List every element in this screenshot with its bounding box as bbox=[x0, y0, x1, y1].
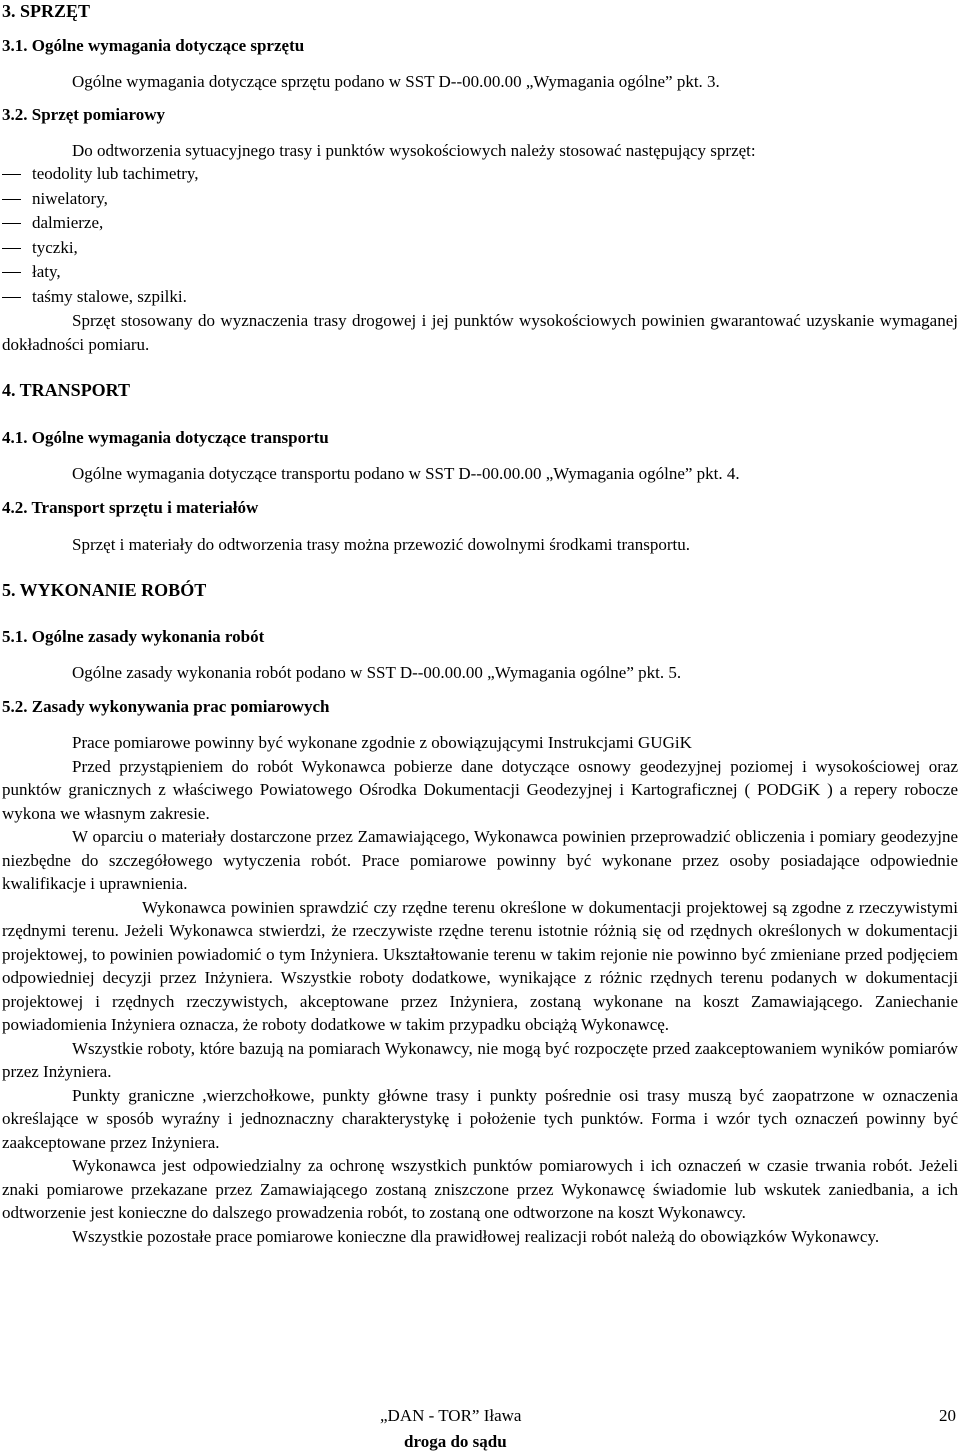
dash-bullet bbox=[2, 248, 21, 249]
section-5-2-body bbox=[2, 731, 958, 1248]
section-3-heading: 3. SPRZĘT bbox=[2, 1, 91, 21]
dash-bullet bbox=[2, 297, 21, 298]
equipment-list bbox=[2, 162, 902, 309]
list-item: dalmierze, bbox=[2, 211, 902, 236]
page-number: 20 bbox=[939, 1406, 956, 1425]
paragraph: Wykonawca jest odpowiedzialny za ochronę wszystkich punktów pomiarowych i ich oznaczeń w czasie trwania robót. Jeżeli znaki pomiarowe przekazane przez Zamawiającego zostaną zniszczone przez Wykonawcę świadomie lub wskutek zaniedbania, a ich odtworzenie jest konieczne do dalszego prowadzenia robót, to zostaną one odtworzone na koszt Wykonawcy. bbox=[2, 1156, 958, 1222]
dash-bullet bbox=[2, 223, 21, 224]
dash-bullet bbox=[2, 272, 21, 273]
section-3-2-heading: 3.2. Sprzęt pomiarowy bbox=[2, 105, 166, 124]
section-5-1-text: Ogólne zasady wykonania robót podano w SST D--00.00.00 „Wymagania ogólne” pkt. 5. bbox=[72, 663, 682, 682]
section-4-1-heading: 4.1. Ogólne wymagania dotyczące transportu bbox=[2, 428, 329, 447]
list-item: taśmy stalowe, szpilki. bbox=[2, 285, 902, 310]
paragraph: Wszystkie roboty, które bazują na pomiarach Wykonawcy, nie mogą być rozpoczęte przed zaakceptowaniem wyników pomiarów przez Inżyniera. bbox=[2, 1038, 958, 1081]
section-3-1-text: Ogólne wymagania dotyczące sprzętu podano w SST D--00.00.00 „Wymagania ogólne” pkt. 3. bbox=[72, 72, 720, 91]
section-3-2-note: Sprzęt stosowany do wyznaczenia trasy drogowej i jej punktów wysokościowych powinien gwarantować uzyskanie wymaganej dokładności pomiaru. bbox=[2, 311, 958, 354]
section-5-2-heading: 5.2. Zasady wykonywania prac pomiarowych bbox=[2, 697, 330, 716]
paragraph: Przed przystąpieniem do robót Wykonawca pobierze dane dotyczące osnowy geodezyjnej poziomej i wysokościowej oraz punktów granicznych z właściwego Powiatowego Ośrodka Dokumentacji Geodezyjnej i Kartograficznej ( PODGiK ) a repery robocze wykona we własnym zakresie. bbox=[2, 756, 958, 823]
section-3-2-intro: Do odtworzenia sytuacyjnego trasy i punktów wysokościowych należy stosować następujący sprzęt: bbox=[72, 141, 756, 160]
section-5-heading: 5. WYKONANIE ROBÓT bbox=[2, 580, 207, 600]
section-4-1-text: Ogólne wymagania dotyczące transportu podano w SST D--00.00.00 „Wymagania ogólne” pkt. 4. bbox=[72, 464, 740, 483]
paragraph: Wszystkie pozostałe prace pomiarowe konieczne dla prawidłowej realizacji robót należą do obowiązków Wykonawcy. bbox=[72, 1226, 880, 1246]
dash-bullet bbox=[2, 174, 21, 175]
section-4-2-heading: 4.2. Transport sprzętu i materiałów bbox=[2, 498, 259, 517]
list-item: tyczki, bbox=[2, 236, 902, 261]
section-4-heading: 4. TRANSPORT bbox=[2, 380, 131, 400]
section-5-1-heading: 5.1. Ogólne zasady wykonania robót bbox=[2, 627, 265, 646]
list-item: łaty, bbox=[2, 260, 902, 285]
dash-bullet bbox=[2, 199, 21, 200]
paragraph: Prace pomiarowe powinny być wykonane zgodnie z obowiązującymi Instrukcjami GUGiK bbox=[72, 733, 692, 752]
paragraph: Punkty graniczne ,wierzchołkowe, punkty główne trasy i punkty pośrednie osi trasy muszą być zaopatrzone w oznaczenia określające w sposób wyraźny i jednoznaczny charakterystykę i położenie tych punktów. Forma i wzór tych oznaczeń powinny być zaakceptowane przez Inżyniera. bbox=[2, 1085, 958, 1152]
paragraph: W oparciu o materiały dostarczone przez Zamawiającego, Wykonawca powinien przeprowadzić obliczenia i pomiary geodezyjne niezbędne do szczegółowego wytyczenia robót. Prace pomiarowe powinny być wykonane przez osoby posiadające odpowiednie kwalifikacje i uprawnienia. bbox=[2, 827, 958, 893]
section-4-2-text: Sprzęt i materiały do odtworzenia trasy można przewozić dowolnymi środkami transportu. bbox=[72, 535, 690, 554]
section-3-1-heading: 3.1. Ogólne wymagania dotyczące sprzętu bbox=[2, 36, 305, 55]
footer-project-name: droga do sądu bbox=[404, 1432, 507, 1451]
paragraph: Wykonawca powinien sprawdzić czy rzędne terenu określone w dokumentacji projektowej są zgodne z rzeczywistymi rzędnymi terenu. Jeżeli Wykonawca stwierdzi, że rzeczywiste rzędne terenu istotnie różnią się od rzędnych określonych w dokumentacji projektowej, to powinien powiadomić o tym Inżyniera. Ukształtowanie terenu w takim rejonie nie powinno być zmieniane przed podjęciem odpowiedniej decyzji przez Inżyniera. Wszystkie roboty dodatkowe, wynikające z różnic rzędnych terenu podanych w dokumentacji projektowej i rzędnych rzeczywistych, akceptowane przez Inżyniera, zostaną wykonane na koszt Zamawiającego. Zaniechanie powiadomienia Inżyniera oznacza, że roboty dodatkowe w takim przypadku obciążą Wykonawcę. bbox=[2, 897, 958, 1034]
footer-company: „DAN - TOR” Iława bbox=[380, 1406, 522, 1425]
list-item: teodolity lub tachimetry, bbox=[2, 162, 902, 187]
list-item: niwelatory, bbox=[2, 187, 902, 212]
